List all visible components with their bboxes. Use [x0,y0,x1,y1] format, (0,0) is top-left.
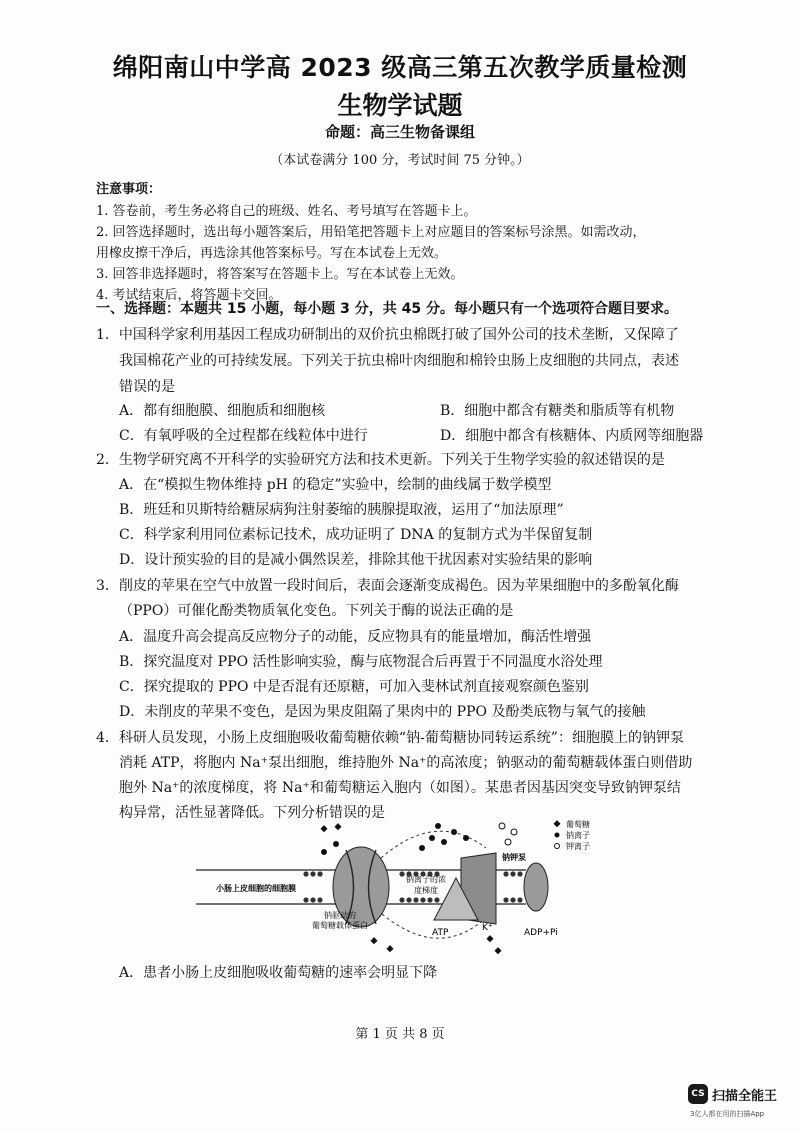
gradient-label: 度梯度 [414,886,438,895]
gradient-arrow [381,831,486,858]
carrier-label: 葡萄糖载体蛋白 [312,921,368,930]
gradient-label: 钠离子的浓 [406,875,446,884]
question-3-option-a: A．温度升高会提高反应物分子的动能，反应物具有的能量增加，酶活性增强 [119,629,592,645]
adp-label: ADP+Pi [524,928,558,938]
question-4-stem: 4．科研人员发现，小肠上皮细胞吸收葡萄糖依赖“钠-葡萄糖协同转运系统”：细胞膜上的钠钾泵 [96,730,684,746]
question-3-stem: 3．削皮的苹果在空气中放置一段时间后，表面会逐渐变成褐色。因为苹果细胞中的多酚氧化酶 [96,578,679,594]
atp-label: ATP [432,928,449,938]
cotransport-diagram [196,818,626,968]
question-1-stem: 我国棉花产业的可持续发展。下列关于抗虫棉叶肉细胞和棉铃虫肠上皮细胞的共同点，表述 [119,353,679,369]
potassium-ions [499,823,517,845]
question-2-option-b: B．班廷和贝斯特给糖尿病狗注射萎缩的胰腺提取液，运用了“加法原理” [119,502,564,518]
legend-potassium: 钾离子 [566,842,590,851]
author-line: 命题：高三生物备课组 [324,123,475,141]
question-4-stem: 消耗 ATP，将胞内 Na⁺泵出细胞，维持胞外 Na⁺的高浓度；钠驱动的葡萄糖载体蛋白则借助 [119,755,693,771]
question-2-option-a: A．在“模拟生物体维持 pH 的稳定”实验中，绘制的曲线属于数学模型 [119,477,552,493]
sodium-potassium-pump [434,853,548,924]
question-4-stem: 胞外 Na⁺的浓度梯度，将 Na⁺和葡萄糖运入胞内（如图）。某患者因基因突变导致钠钾泵结 [119,780,681,796]
section-heading: 一、选择题：本题共 15 小题，每小题 3 分，共 45 分。每小题只有一个选项符合题目要求。 [96,301,678,317]
carrier-label: 钠驱动的 [324,911,356,920]
question-1-option-c: C．有氧呼吸的全过程都在线粒体中进行 [119,428,368,444]
figure-legend [553,819,590,851]
question-4-stem: 构异常，活性显著降低。下列分析错误的是 [119,805,385,821]
question-3-option-d: D．未削皮的苹果不变色，是因为果皮阻隔了果肉中的 PPO 及酚类底物与氧气的接触 [119,704,646,720]
instruction-line: 3. 回答非选择题时，将答案写在答题卡上。写在本试卷上无效。 [96,267,464,282]
question-1-stem: 错误的是 [119,379,175,395]
question-1-option-a: A．都有细胞膜、细胞质和细胞核 [119,403,326,419]
question-2-option-c: C．科学家利用同位素标记技术，成功证明了 DNA 的复制方式为半保留复制 [119,527,593,543]
scanner-watermark [688,1084,792,1124]
legend-sodium: 钠离子 [566,831,590,840]
question-4-option-a: A．患者小肠上皮细胞吸收葡萄糖的速率会明显下降 [119,965,438,981]
instruction-line: 4. 考试结束后，将答题卡交回。 [96,288,282,303]
watermark-tagline: 3亿人都在用的扫描App [690,1110,765,1118]
instruction-line: 1. 答卷前，考生务必将自己的班级、姓名、考号填写在答题卡上。 [96,204,477,219]
instruction-line: 用橡皮擦干净后，再选涂其他答案标号。写在本试卷上无效。 [96,246,448,261]
instructions-heading: 注意事项： [96,182,162,197]
exam-title: 绵阳南山中学高 2023 级高三第五次教学质量检测 [112,53,688,82]
question-1-stem: 1．中国科学家利用基因工程成功研制出的双价抗虫棉既打破了国外公司的技术垄断，又保障了 [96,327,679,343]
membrane-label: 小肠上皮细胞的细胞膜 [216,884,296,893]
page-number: 第 1 页 共 8 页 [355,1027,445,1042]
camscanner-logo-icon: CS [688,1084,708,1104]
legend-glucose: 葡萄糖 [566,820,590,829]
subject-title: 生物学试题 [337,91,463,120]
question-1-option-d: D．细胞中都含有核糖体、内质网等细胞器 [440,428,704,444]
exam-note: （本试卷满分 100 分，考试时间 75 分钟。） [270,153,530,168]
potassium-label: K⁺ [482,923,493,933]
pump-label: 钠钾泵 [502,853,526,862]
question-3-option-c: C．探究提取的 PPO 中是否混有还原糖，可加入斐林试剂直接观察颜色鉴别 [119,679,589,695]
sodium-ions [321,823,469,855]
watermark-name: 扫描全能王 [712,1089,778,1104]
question-3-option-b: B．探究温度对 PPO 活性影响实验，酶与底物混合后再置于不同温度水浴处理 [119,654,603,670]
instruction-line: 2. 回答选择题时，选出每小题答案后，用铅笔把答题卡上对应题目的答案标号涂黑。如需改动， [96,225,646,240]
question-2-option-d: D．设计预实验的目的是减小偶然误差，排除其他干扰因素对实验结果的影响 [119,552,593,568]
question-3-stem: （PPO）可催化酚类物质氧化变色。下列关于酶的说法正确的是 [119,603,514,619]
question-2-stem: 2．生物学研究离不开科学的实验研究方法和技术更新。下列关于生物学实验的叙述错误的是 [96,452,665,468]
question-1-option-b: B．细胞中都含有糖类和脂质等有机物 [440,403,675,419]
